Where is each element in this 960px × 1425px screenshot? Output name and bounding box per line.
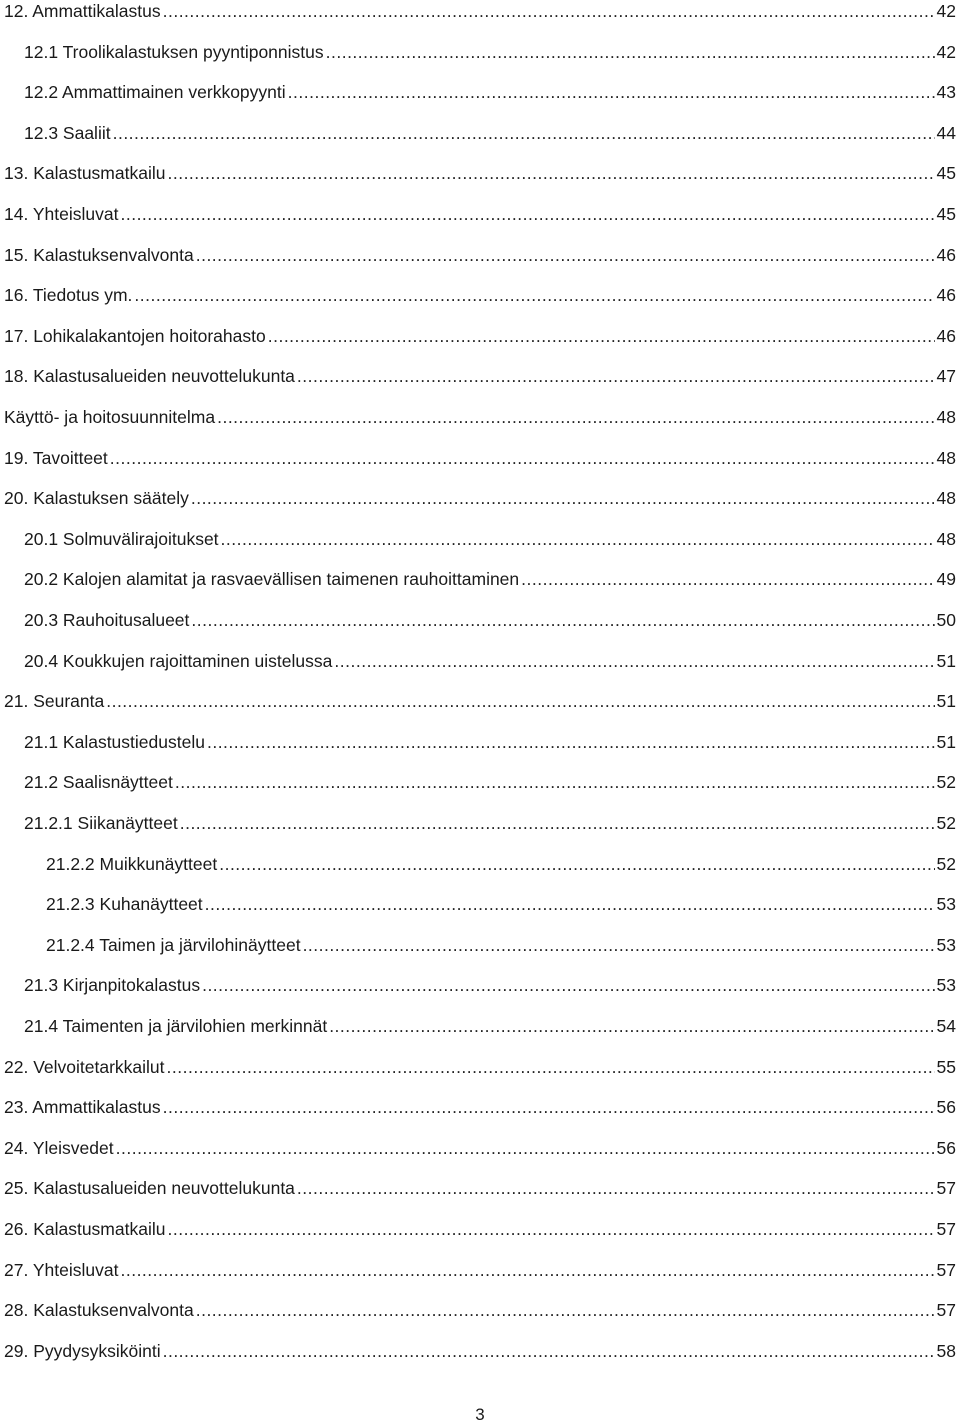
dot-leader [167, 1054, 935, 1080]
toc-entry-page: 45 [936, 204, 956, 224]
toc-entry[interactable] [4, 688, 956, 714]
toc-entry[interactable] [4, 1297, 956, 1323]
toc-entry[interactable] [24, 526, 956, 552]
toc-entry-page: 53 [936, 934, 956, 955]
dot-leader [219, 851, 934, 877]
toc-entry-title: 20.1 Solmuvälirajoitukset [24, 528, 219, 549]
toc-entry-page: 53 [936, 975, 956, 996]
toc-entry-title: 28. Kalastuksenvalvonta [4, 1300, 194, 1321]
toc-entry-page: 57 [936, 1300, 956, 1321]
toc-entry[interactable] [4, 404, 956, 430]
toc-entry-page: 58 [936, 1340, 956, 1361]
toc-entry-title: 16. Tiedotus ym. [4, 285, 133, 306]
toc-entry-page: 42 [936, 1, 956, 21]
dot-leader [303, 932, 935, 958]
toc-entry-title: 17. Lohikalakantojen hoitorahasto [4, 325, 266, 346]
toc-entry-title: 21.2 Saalisnäytteet [24, 772, 173, 793]
dot-leader [329, 1013, 934, 1039]
toc-entry-title: 19. Tavoitteet [4, 447, 108, 468]
toc-entry-title: 20.2 Kalojen alamitat ja rasvaevällisen taimenen rauhoittaminen [24, 569, 520, 590]
dot-leader [113, 120, 935, 146]
toc-entry-title: 12.3 Saaliit [24, 122, 111, 143]
toc-entry[interactable] [24, 729, 956, 755]
toc-entry[interactable] [4, 0, 956, 24]
toc-entry-title: Käyttö- ja hoitosuunnitelma [4, 407, 216, 427]
dot-leader [191, 485, 935, 511]
toc-entry[interactable] [4, 1094, 956, 1120]
toc-entry-title: 21.1 Kalastustiedustelu [24, 731, 205, 752]
toc-entry-page: 52 [936, 813, 956, 833]
toc-entry[interactable] [4, 1054, 956, 1080]
toc-entry-title: 21.4 Taimenten ja järvilohien merkinnät [24, 1016, 328, 1036]
dot-leader [167, 1216, 934, 1242]
toc-entry-title: 29. Pyydysyksiköinti [4, 1340, 161, 1361]
toc-entry-title: 21.3 Kirjanpitokalastus [24, 975, 201, 996]
toc-entry-page: 46 [936, 325, 956, 346]
dot-leader [163, 1094, 935, 1120]
dot-leader [134, 282, 934, 308]
toc-entry-page: 53 [936, 894, 956, 915]
toc-entry-title: 21.2.3 Kuhanäytteet [46, 894, 203, 915]
toc-entry-page: 57 [936, 1259, 956, 1280]
dot-leader [167, 160, 934, 186]
toc-entry[interactable] [4, 1338, 956, 1364]
dot-leader [205, 891, 935, 917]
dot-leader [163, 0, 935, 24]
toc-entry[interactable] [4, 363, 956, 389]
toc-entry-title: 20. Kalastuksen säätely [4, 488, 189, 509]
toc-entry-page: 49 [936, 569, 956, 590]
dot-leader [217, 404, 934, 430]
dot-leader [120, 201, 934, 227]
toc-entry-title: 22. Velvoitetarkkailut [4, 1056, 165, 1077]
toc-entry-page: 42 [936, 41, 956, 62]
dot-leader [106, 688, 934, 714]
toc-entry-title: 12.1 Troolikalastuksen pyyntiponnistus [24, 41, 324, 62]
dot-leader [288, 79, 935, 105]
toc-entry-title: 20.3 Rauhoitusalueet [24, 610, 190, 630]
toc-entry[interactable] [4, 323, 956, 349]
toc-entry-page: 43 [936, 82, 956, 103]
toc-entry-page: 51 [936, 731, 956, 752]
toc-entry-title: 12. Ammattikalastus [4, 1, 161, 21]
dot-leader [163, 1338, 935, 1364]
toc-entry-page: 45 [936, 163, 956, 184]
toc-entry-page: 51 [936, 691, 956, 712]
toc-entry[interactable] [24, 39, 956, 65]
toc-entry[interactable] [4, 242, 956, 268]
toc-entry-page: 51 [936, 650, 956, 671]
toc-entry-page: 52 [936, 772, 956, 793]
toc-entry-page: 57 [936, 1219, 956, 1239]
dot-leader [521, 566, 934, 592]
toc-entry[interactable] [4, 1216, 956, 1242]
toc-entry-page: 48 [936, 407, 956, 427]
toc-entry-page: 56 [936, 1097, 956, 1118]
toc-entry[interactable] [24, 566, 956, 592]
toc-entry-title: 13. Kalastusmatkailu [4, 163, 166, 184]
toc-entry-page: 57 [936, 1178, 956, 1199]
toc-entry-title: 25. Kalastusalueiden neuvottelukunta [4, 1178, 295, 1199]
toc-entry[interactable] [24, 1013, 956, 1039]
toc-entry-title: 21.2.2 Muikkunäytteet [46, 853, 218, 874]
toc-entry-title: 27. Yhteisluvat [4, 1259, 119, 1280]
toc-entry-page: 48 [936, 488, 956, 509]
toc-entry-title: 15. Kalastuksenvalvonta [4, 244, 194, 265]
dot-leader [326, 39, 935, 65]
toc-entry[interactable] [46, 851, 956, 877]
toc-entry-title: 20.4 Koukkujen rajoittaminen uistelussa [24, 650, 333, 671]
toc-entry[interactable] [4, 485, 956, 511]
toc-entry[interactable] [4, 1257, 956, 1283]
dot-leader [116, 1135, 935, 1161]
toc-entry-title: 14. Yhteisluvat [4, 204, 119, 224]
dot-leader [202, 972, 934, 998]
toc-entry-title: 12.2 Ammattimainen verkkopyynti [24, 82, 286, 103]
toc-entry[interactable] [4, 160, 956, 186]
toc-entry[interactable] [4, 1135, 956, 1161]
toc-entry[interactable] [46, 891, 956, 917]
toc-entry-page: 52 [936, 853, 956, 874]
toc-entry[interactable] [4, 282, 956, 308]
toc-entry-title: 26. Kalastusmatkailu [4, 1219, 166, 1239]
toc-entry-page: 55 [936, 1056, 956, 1077]
toc-entry[interactable] [24, 972, 956, 998]
toc-entry[interactable] [4, 201, 956, 227]
dot-leader [180, 810, 935, 836]
toc-entry[interactable] [24, 769, 956, 795]
toc-entry[interactable] [24, 79, 956, 105]
toc-entry-page: 46 [936, 285, 956, 306]
dot-leader [221, 526, 935, 552]
toc-entry-page: 54 [936, 1016, 956, 1036]
toc-entry[interactable] [24, 120, 956, 146]
toc-entry[interactable] [24, 648, 956, 674]
toc-entry-title: 21.2.1 Siikanäytteet [24, 813, 178, 833]
toc-entry-page: 56 [936, 1137, 956, 1158]
toc-entry[interactable] [4, 1175, 956, 1201]
dot-leader [196, 242, 935, 268]
toc-entry-page: 47 [936, 366, 956, 387]
dot-leader [110, 445, 935, 471]
dot-leader [297, 363, 935, 389]
toc-entry-page: 50 [936, 610, 956, 630]
toc-entry-title: 18. Kalastusalueiden neuvottelukunta [4, 366, 295, 387]
dot-leader [334, 648, 934, 674]
dot-leader [175, 769, 935, 795]
toc-entry-title: 21. Seuranta [4, 691, 105, 712]
toc-entry-page: 48 [936, 447, 956, 468]
toc-entry-title: 21.2.4 Taimen ja järvilohinäytteet [46, 934, 301, 955]
dot-leader [297, 1175, 935, 1201]
dot-leader [196, 1297, 935, 1323]
toc-entry-title: 24. Yleisvedet [4, 1137, 114, 1158]
toc-entry-page: 44 [936, 122, 956, 143]
toc-entry[interactable] [4, 445, 956, 471]
dot-leader [120, 1257, 934, 1283]
toc-entry[interactable] [24, 810, 956, 836]
dot-leader [207, 729, 935, 755]
toc-entry-page: 46 [936, 244, 956, 265]
dot-leader [191, 607, 934, 633]
toc-entry[interactable] [24, 607, 956, 633]
toc-entry-title: 23. Ammattikalastus [4, 1097, 161, 1118]
dot-leader [268, 323, 935, 349]
toc-entry[interactable] [46, 932, 956, 958]
toc-entry-page: 48 [936, 528, 956, 549]
page-number: 3 [475, 1405, 485, 1424]
